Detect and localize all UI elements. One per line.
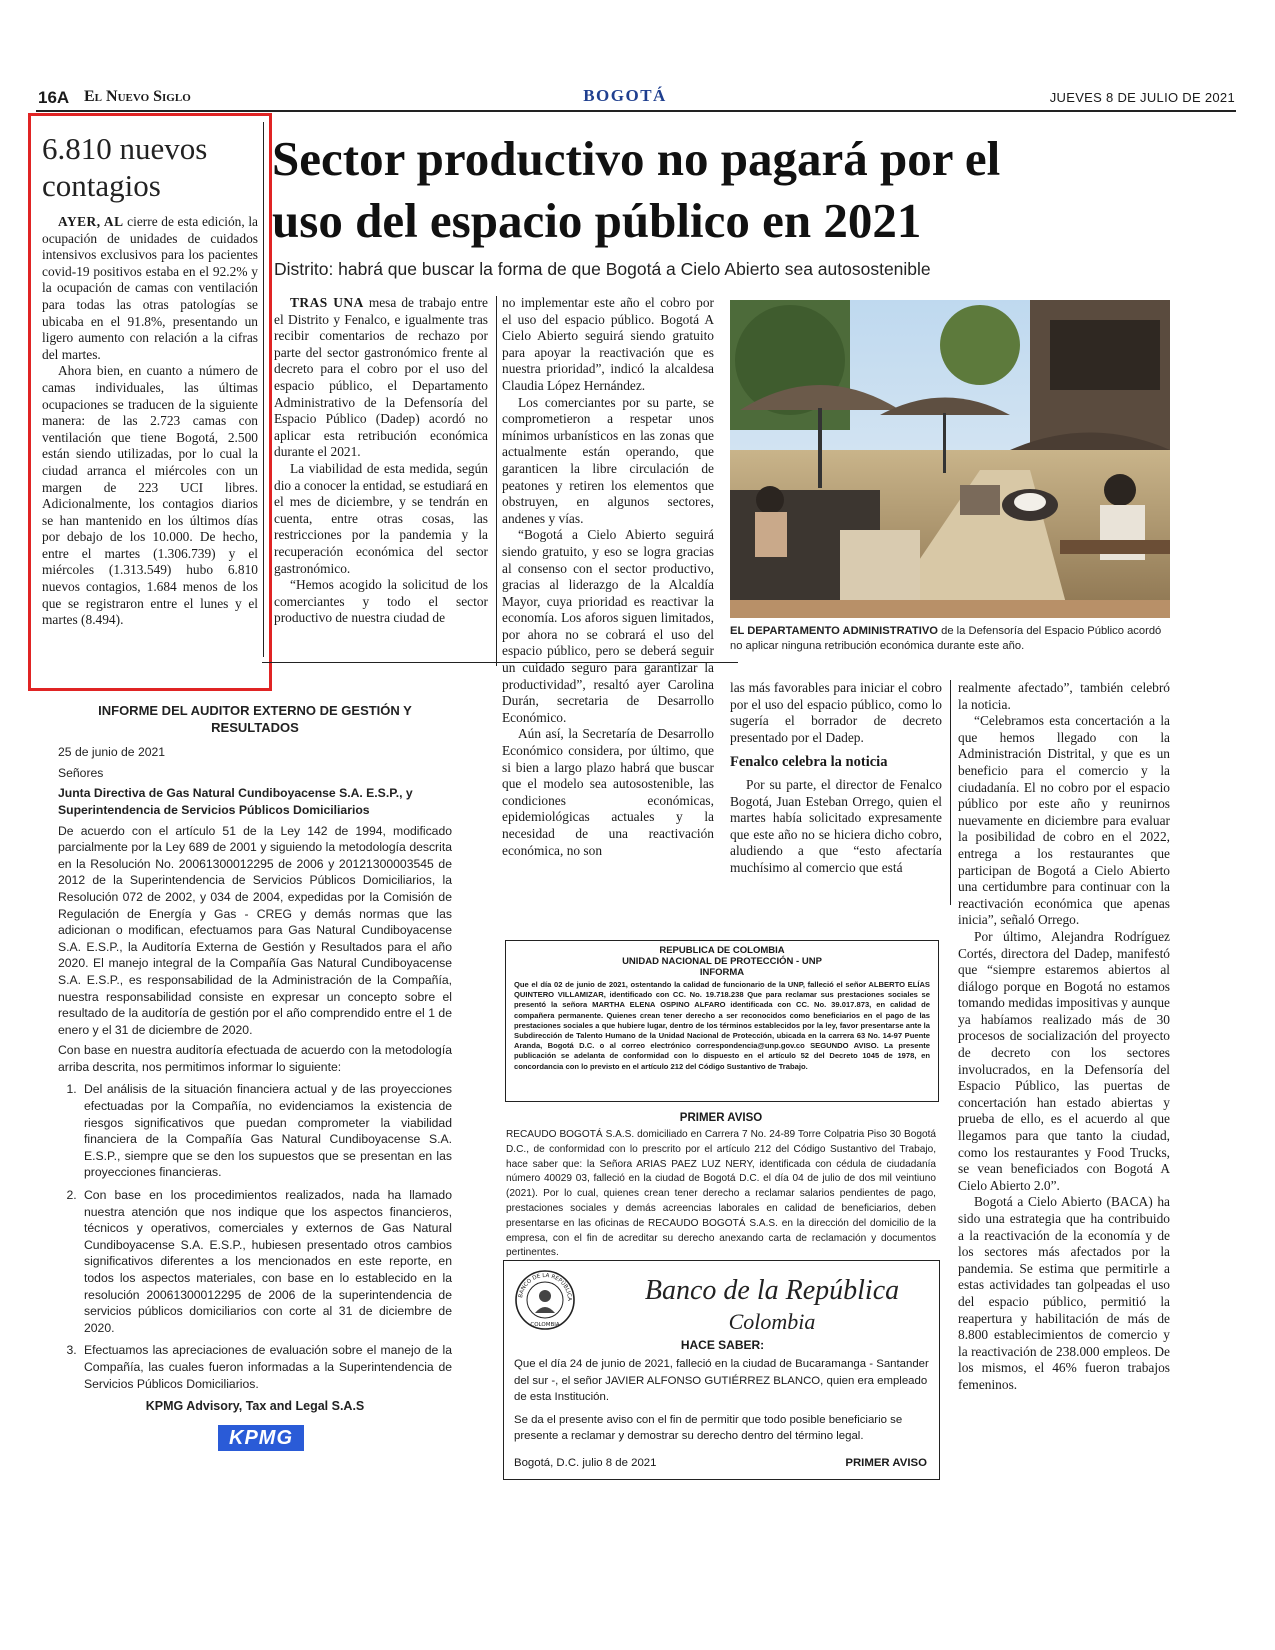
banco-ad (503, 1260, 940, 1480)
sidebar-lead: AYER, AL (58, 214, 124, 229)
kpmg-ad-findings (58, 1081, 452, 1392)
banco-country: Colombia (728, 1309, 816, 1334)
paper-name: El Nuevo Siglo (84, 88, 191, 105)
caption-rule (262, 662, 738, 663)
photo-caption (730, 624, 1170, 654)
banco-ad-paragraph-1: Que el día 24 de junio de 2021, falleció en la ciudad de Bucaramanga - Santander del sur -, el señor JAVIER ALFONSO GUTIÉRREZ BLANCO, quien era empleado de esta Institución. (514, 1358, 929, 1403)
article-column-3 (730, 680, 942, 877)
article-col2-p4: Aún así, la Secretaría de Desarrollo Económico considera, por último, que si bien a largo plazo habrá que buscar que el modelo sea autosostenible, las condiciones económicas, epidemiológicas actuales y la necesidad de una reactivación económica, no son (502, 726, 714, 858)
banco-ad-notice: PRIMER AVISO (845, 1457, 927, 1469)
kpmg-ad-title: INFORME DEL AUDITOR EXTERNO DE GESTIÓN Y RESULTADOS (98, 703, 412, 735)
kpmg-ad-paragraph-2: Con base en nuestra auditoría efectuada de acuerdo con la metodología arriba descrita, nos permitimos informar lo siguiente: (58, 1043, 452, 1074)
article-col4-p3: Por último, Alejandra Rodríguez Cortés, directora del Dadep, manifestó que “siempre estaremos abiertos al diálogo porque en Bogotá no estamos tomando medidas impositivas y aunque ya habíamos realizado más de 30 procesos de socialización del proyecto de decreto con los sectores involucrados, en la Defensoría del Espacio Público, las puertas de concertación han estado abiertas y prueba de ello, es el acuerdo al que llegamos para que tanto la ciudad, como los restaurantes y Food Trucks, se vean beneficiados con Bogotá A Cielo Abierto 2.0”. (958, 928, 1170, 1193)
kpmg-ad-signature: KPMG Advisory, Tax and Legal S.A.S (145, 1399, 365, 1414)
section-name: BOGOTÁ (583, 86, 667, 105)
unp-ad-body: Que el día 02 de junio de 2021, ostentando la calidad de funcionario de la UNP, falleció el señor ALBERTO ELÍAS QUINTERO VILLAMIZAR, identificado con CC. No. 19.718.238 Que para reclamar sus prestaciones sociales se presentó la señora MARTHA ELENA OSPINO ALFARO identificada con CC. No. 39.017.873, en calidad de compañera permanente. Quienes crean tener derecho a ser reconocidos como beneficiarios en el pago de las prestaciones sociales a que hubiere lugar, dentro de los términos establecidos por la ley, favor presentarse ante la Subdirección de Talento Humano de la Unidad Nacional de Protección, ubicada en la carrera 63 No. 14-97 Puente Aranda, Bogotá D.C. o al correo electrónico correspondencia@unp.gov.co SEGUNDO AVISO. La presente publicación se adelanta de conformidad con lo dispuesto en el artículo 52 del Decreto 1045 de 1978, en concordancia con lo previsto en el artículo 212 del Código Sustantivo de Trabajo. (514, 980, 930, 1071)
article-col2-p1: no implementar este año el cobro por el uso del espacio público. Bogotá A Cielo Abierto seguirá siendo gratuito para apoyar la reactivación que es nuestra prioridad”, indicó la alcaldesa Claudia López Hernández. (502, 295, 714, 393)
article-col3-p1: las más favorables para iniciar el cobro por el uso del espacio público, como lo sugería el borrador de decreto presentado por el Dadep. (730, 680, 942, 745)
kpmg-ad-salutation: Señores (58, 765, 104, 780)
sidebar-title: 6.810 nuevos contagios (42, 131, 208, 203)
banco-ad-title: HACE SABER: (680, 1338, 765, 1352)
photo-caption-lead: EL DEPARTAMENTO ADMINISTRATIVO (730, 625, 939, 637)
sidebar-divider (263, 122, 264, 657)
sidebar-paragraph-2: Ahora bien, en cuanto a número de camas individuales, las últimas ocupaciones se traducen de la siguiente manera: de las 2.723 camas con ventilación que tiene Bogotá, 2.500 están siendo utilizadas, por lo cual la ciudad arranca el miércoles con un margen de 223 UCI libres. Adicionalmente, los contagios diarios se han mantenido en los últimos días por debajo de los 10.000. De hecho, entre el martes (1.306.739) y el miércoles (1.313.549) hubo 6.810 nuevos contagios, 1.684 menos de los que se registraron entre el lunes y el martes (8.494). (42, 363, 258, 628)
banco-seal-text-top: BANCO DE LA REPÚBLICA (518, 1272, 573, 1302)
article-col2-p2: Los comerciantes por su parte, se comprometieron a respetar unos mínimos urbanísticos en las zonas que actualmente están operando, que garanticen la libre circulación de peatones y retiren los elementos que obstruyen, en algunos sectores, andenes y vías. (502, 394, 714, 526)
kpmg-ad (58, 703, 452, 1451)
banco-seal (514, 1269, 576, 1331)
column-divider-2 (950, 680, 951, 905)
kpmg-ad-finding: 3. Efectuamos las apreciaciones de evaluación sobre el manejo de la Compañía, las cuales fueron informadas a la Superintendencia de Servicios Públicos Domiciliarios. (80, 1342, 452, 1392)
article-col2-p3: “Bogotá a Cielo Abierto seguirá siendo gratuito, y eso se logra gracias al consenso con el sector productivo, gracias al liderazgo de la Alcaldía Mayor, cuya prioridad es reactivar la economía. Los aforos siguen limitados, por ahora no se cobrará el uso del espacio público, pero se deberá seguir un cuidado seguro para garantizar la productividad”, resaltó ayer Carolina Durán, secretaria de Desarrollo Económico. (502, 527, 714, 725)
recaudo-ad-body: RECAUDO BOGOTÁ S.A.S. domiciliado en Carrera 7 No. 24-89 Torre Colpatria Piso 30 Bogotá D.C., de conformidad con lo prescrito por el artículo 212 del Código Sustantivo del Trabajo, hace saber que: la Señora ARIAS PAEZ LUZ NERY, identificada con cédula de ciudadanía número 40029 03, falleció en la ciudad de Bogotá D.C. el día 04 de julio de dos mil veintiuno (2021). Por lo cual, quienes crean tener derecho a reclamar salarios pendientes de pago, prestaciones sociales y demás acreencias laborales en calidad de beneficiarios, deben presentarse en las oficinas de RECAUDO BOGOTÁ S.A.S. en la dirección del domicilio de la empresa, con el fin de acreditar su derecho anexando carta de reclamación y documentos pertinentes. (506, 1129, 936, 1259)
sidebar-text (42, 214, 258, 629)
unp-ad-title-2: UNIDAD NACIONAL DE PROTECCIÓN - UNP (622, 956, 822, 967)
unp-ad-title-1: REPUBLICA DE COLOMBIA (659, 945, 785, 956)
kpmg-ad-paragraph-1: De acuerdo con el artículo 51 de la Ley 142 de 1994, modificado parcialmente por la Ley 689 de 2001 y siguiendo la metodología descrita en la Resolución No. 20061300012295 de 2006 y 20121300003545 de 2012 de la Superintendencia de Servicios Públicos Domiciliarios, la Resolución 072 de 2002, y 034 de 2004, expedidas por la Comisión de Regulación de Energía y Gas - CREG y demás normas que las adicionan o modifican, efectuamos para Gas Natural Cundiboyacense S.A. E.S.P., la Auditoría Externa de Gestión y Resultados para el año 2020. El manejo integral de la Compañía Gas Natural Cundiboyacense S.A. E.S.P., es responsabilidad de la Administración de la Compañía, nuestra responsabilidad consiste en expresar un concepto sobre el resultado de la auditoría de gestión por el año comprendido entre el 1 de enero y el 31 de diciembre de 2020. (58, 823, 452, 1037)
article-col4-p4: Bogotá a Cielo Abierto (BACA) ha sido una estrategia que ha contribuido a la reactivación de la economía y de los sectores más afectados por la pandemia. Se estima que permitirle a estas actividades tan golpeadas el uso del espacio público, permitió la reapertura y habilitación de más de 8.800 establecimientos de comercio y la reactivación de 238.000 empleos. De los mismos, el 46% fueron trabajos femeninos. (958, 1194, 1170, 1392)
sidebar-paragraph-1: cierre de esta edición, la ocupación de unidades de cuidados intensivos exclusivos para los pacientes covid-19 positivos estaba en el 92.2% y la ocupación de camas con ventilación para todas las otras patologías se ubicaba en el 91.8%, presentando un ligero aumento con relación a la cifras del martes. (42, 214, 258, 362)
banco-name: Banco de la República (644, 1275, 900, 1306)
kpmg-ad-finding: 2. Con base en los procedimientos realizados, nada ha llamado nuestra atención que nos indique que los aspectos financieros, técnicos y operativos, comerciales y externos de Gas Natural Cundiboyacense S.A. E.S.P., hubiesen presentado otros cambios significativos diferentes a los mencionados en este reporte, en todos los aspectos materiales, con base en lo establecido en la resolución 20061300012295 de 2006 de la superintendencia de servicios públicos domiciliarios con corte al 31 de diciembre de 2020. (80, 1187, 452, 1336)
article-col1-p1: mesa de trabajo entre el Distrito y Fenalco, e igualmente tras recibir comentarios de rechazo por parte del sector gastronómico frente al decreto para el cobro por el uso del espacio público, el Departamento Administrativo de la Defensoría del Espacio Público (Dadep) acordó no aplicar esta retribución económica durante el 2021. (274, 295, 488, 460)
article-col4-p1: realmente afectado”, también celebró la noticia. (958, 680, 1170, 712)
article-col3-subhead: Fenalco celebra la noticia (730, 754, 888, 771)
kpmg-logo: KPMG (218, 1425, 304, 1451)
article-col4-p2: “Celebramos esta concertación a la que hemos llegado con la Administración Distrital, y que es un beneficio para el comercio y la ciudadanía. El no cobro por el espacio público por este año y reunirnos nuevamente en diciembre para evaluar la posibilidad de cobro en el 2022, entrega a los restaurantes que participan de Bogotá a Cielo Abierto una certidumbre para continuar con la reactivación económica que apenas inicia”, señaló Orrego. (958, 713, 1170, 928)
headline: Sector productivo no pagará por el uso del espacio público en 2021 (272, 131, 1001, 248)
article-lead: TRAS UNA (290, 295, 364, 310)
column-divider (496, 296, 497, 666)
outdoor-dining-photo (730, 300, 1170, 618)
article-col1-p3: “Hemos acogido la solicitud de los comerciantes y todo el sector productivo de nuestra ciudad de (274, 577, 488, 626)
banco-ad-place-date: Bogotá, D.C. julio 8 de 2021 (514, 1457, 657, 1469)
article-column-4 (958, 680, 1170, 1394)
kpmg-ad-date: 25 de junio de 2021 (58, 745, 166, 760)
unp-ad (505, 940, 939, 1102)
recaudo-ad (506, 1112, 936, 1261)
kpmg-ad-finding: 1. Del análisis de la situación financiera actual y de las proyecciones efectuadas por la Compañía, no evidenciamos la existencia de riesgos significativos que puedan comprometer la viabilidad financiera de la Compañía Gas Natural Cundiboyacense S.A. E.S.P., siempre que se den los supuestos que se presentan en las proyecciones financieras. (80, 1081, 452, 1181)
subheadline: Distrito: habrá que buscar la forma de que Bogotá a Cielo Abierto sea autosostenible (274, 259, 931, 279)
article-photo (730, 300, 1170, 618)
kpmg-ad-addressee: Junta Directiva de Gas Natural Cundiboyacense S.A. E.S.P., y Superintendencia de Servicios Públicos Domiciliarios (58, 786, 413, 817)
article-col3-p2: Por su parte, el director de Fenalco Bogotá, Juan Esteban Orrego, quien el martes había solicitado expresamente que este año no se hiciera dicho cobro, aludiendo a que “esto afectaría muchísimo al comercio que está (730, 776, 942, 875)
page-number: 16A (38, 88, 70, 107)
photo-caption-text: de la Defensoría del Espacio Público acordó no aplicar ninguna retribución económica durante este año. (730, 625, 1162, 652)
issue-date: JUEVES 8 DE JULIO DE 2021 (1049, 90, 1235, 105)
recaudo-ad-title: PRIMER AVISO (679, 1112, 763, 1124)
masthead-rule (36, 110, 1236, 112)
banco-seal-text-bottom: COLOMBIA (530, 1322, 560, 1328)
article-column-2 (502, 295, 714, 859)
article-column-1 (274, 295, 488, 627)
banco-ad-paragraph-2: Se da el presente aviso con el fin de permitir que todo posible beneficiario se presente a reclamar y demostrar su derecho dentro del término legal. (514, 1413, 903, 1442)
unp-ad-title-3: INFORMA (699, 967, 745, 978)
article-col1-p2: La viabilidad de esta medida, según dio a conocer la entidad, se estudiará en el mes de diciembre, y se tendrán en cuenta, entre otras cosas, las restricciones por la pandemia y la recuperación económica del sector gastronómico. (274, 460, 488, 576)
